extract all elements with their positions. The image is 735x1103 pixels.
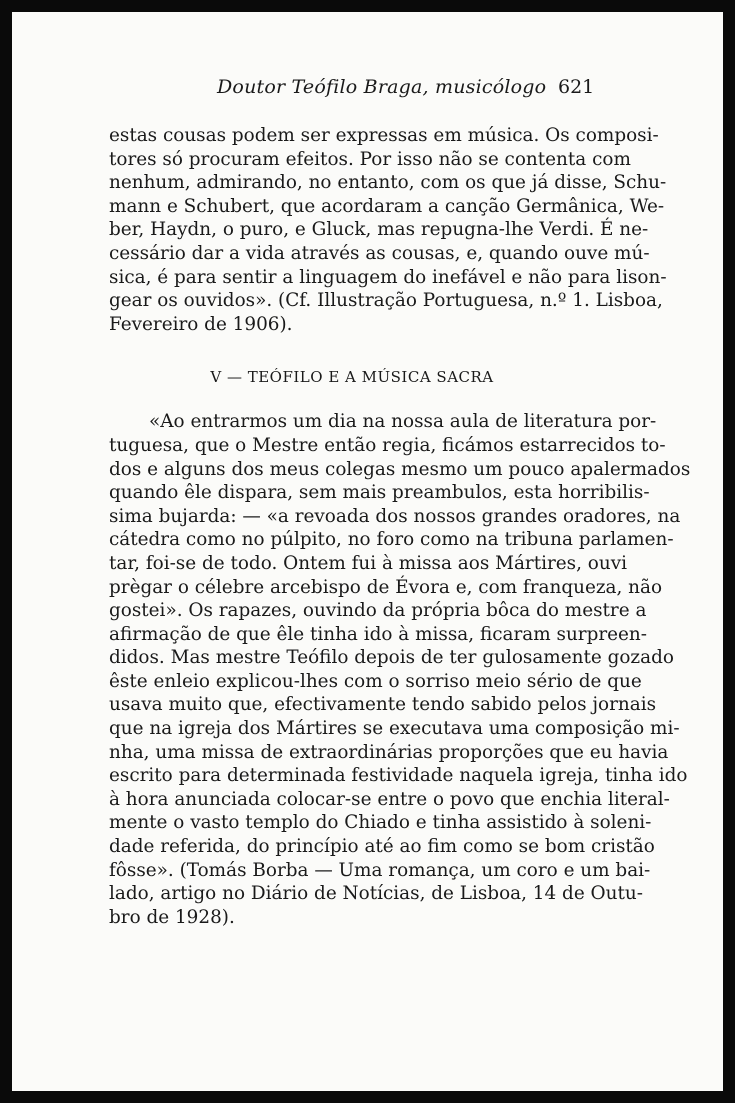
paragraph-1 [109,124,667,336]
text-line: usava muito que, efectivamente tendo sabido pelos jornais [109,694,657,716]
text-line: quando êle dispara, sem mais preambulos, esta horribilis- [109,482,650,504]
text-line: à hora anunciada colocar-se entre o povo que enchia literal- [109,788,670,810]
text-line: dos e alguns dos meus colegas mesmo um pouco apalermados [109,458,691,480]
text-line: tar, foi-se de todo. Ontem fui à missa aos Mártires, ouvi [109,552,627,574]
page-header [12,74,723,102]
text-line: didos. Mas mestre Teófilo depois de ter gulosamente gozado [109,647,674,669]
text-line: mente o vasto templo do Chiado e tinha assistido à soleni- [109,812,652,834]
text-line: dade referida, do princípio até ao fim como se bom cristão [109,836,655,858]
text-line: que na igreja dos Mártires se executava uma composição mi- [109,718,680,740]
text-line: cátedra como no púlpito, no foro como na tribuna parlamen- [109,529,674,551]
text-line: cessário dar a vida através as cousas, e, quando ouve mú- [109,242,650,264]
text-line: mann e Schubert, que acordaram a canção Germânica, We- [109,195,665,217]
text-line: escrito para determinada festividade naquela igreja, tinha ido [109,765,688,787]
text-line: ber, Haydn, o puro, e Gluck, mas repugna-lhe Verdi. É ne- [109,219,649,241]
page-number: 621 [558,76,595,98]
text-line: sica, é para sentir a linguagem do inefável e não para lison- [109,266,667,288]
body-text [109,124,691,929]
text-line: prègar o célebre arcebispo de Évora e, com franqueza, não [109,576,663,598]
section-heading: V — TEÓFILO E A MÚSICA SACRA [210,368,494,387]
running-title: Doutor Teófilo Braga, musicólogo [217,76,547,98]
book-page [12,12,723,1091]
text-line: sima bujarda: — «a revoada dos nossos grandes oradores, na [109,505,681,527]
text-line: Fevereiro de 1906). [109,313,293,335]
text-line: êste enleio explicou-lhes com o sorriso meio sério de que [109,670,642,692]
text-line: nenhum, admirando, no entanto, com os que já disse, Schu- [109,172,667,194]
text-line: fôsse». (Tomás Borba — Uma romança, um coro e um bai- [109,859,651,881]
text-line: lado, artigo no Diário de Notícias, de Lisboa, 14 de Outu- [109,883,643,905]
text-line: tuguesa, que o Mestre então regia, ficámos estarrecidos to- [109,434,666,456]
paragraph-2 [109,410,691,929]
text-line: estas cousas podem ser expressas em música. Os composi- [109,125,659,146]
text-line: afirmação de que êle tinha ido à missa, ficaram surpreen- [109,623,647,645]
text-line: gostei». Os rapazes, ouvindo da própria bôca do mestre a [109,600,647,622]
text-line: «Ao entrarmos um dia na nossa aula de literatura por- [149,411,657,433]
text-line: bro de 1928). [109,906,235,928]
text-line: tores só procuram efeitos. Por isso não se contenta com [109,148,631,170]
text-line: nha, uma missa de extraordinárias proporções que eu havia [109,741,669,763]
text-line: gear os ouvidos». (Cf. Illustração Portuguesa, n.º 1. Lisboa, [109,290,663,312]
